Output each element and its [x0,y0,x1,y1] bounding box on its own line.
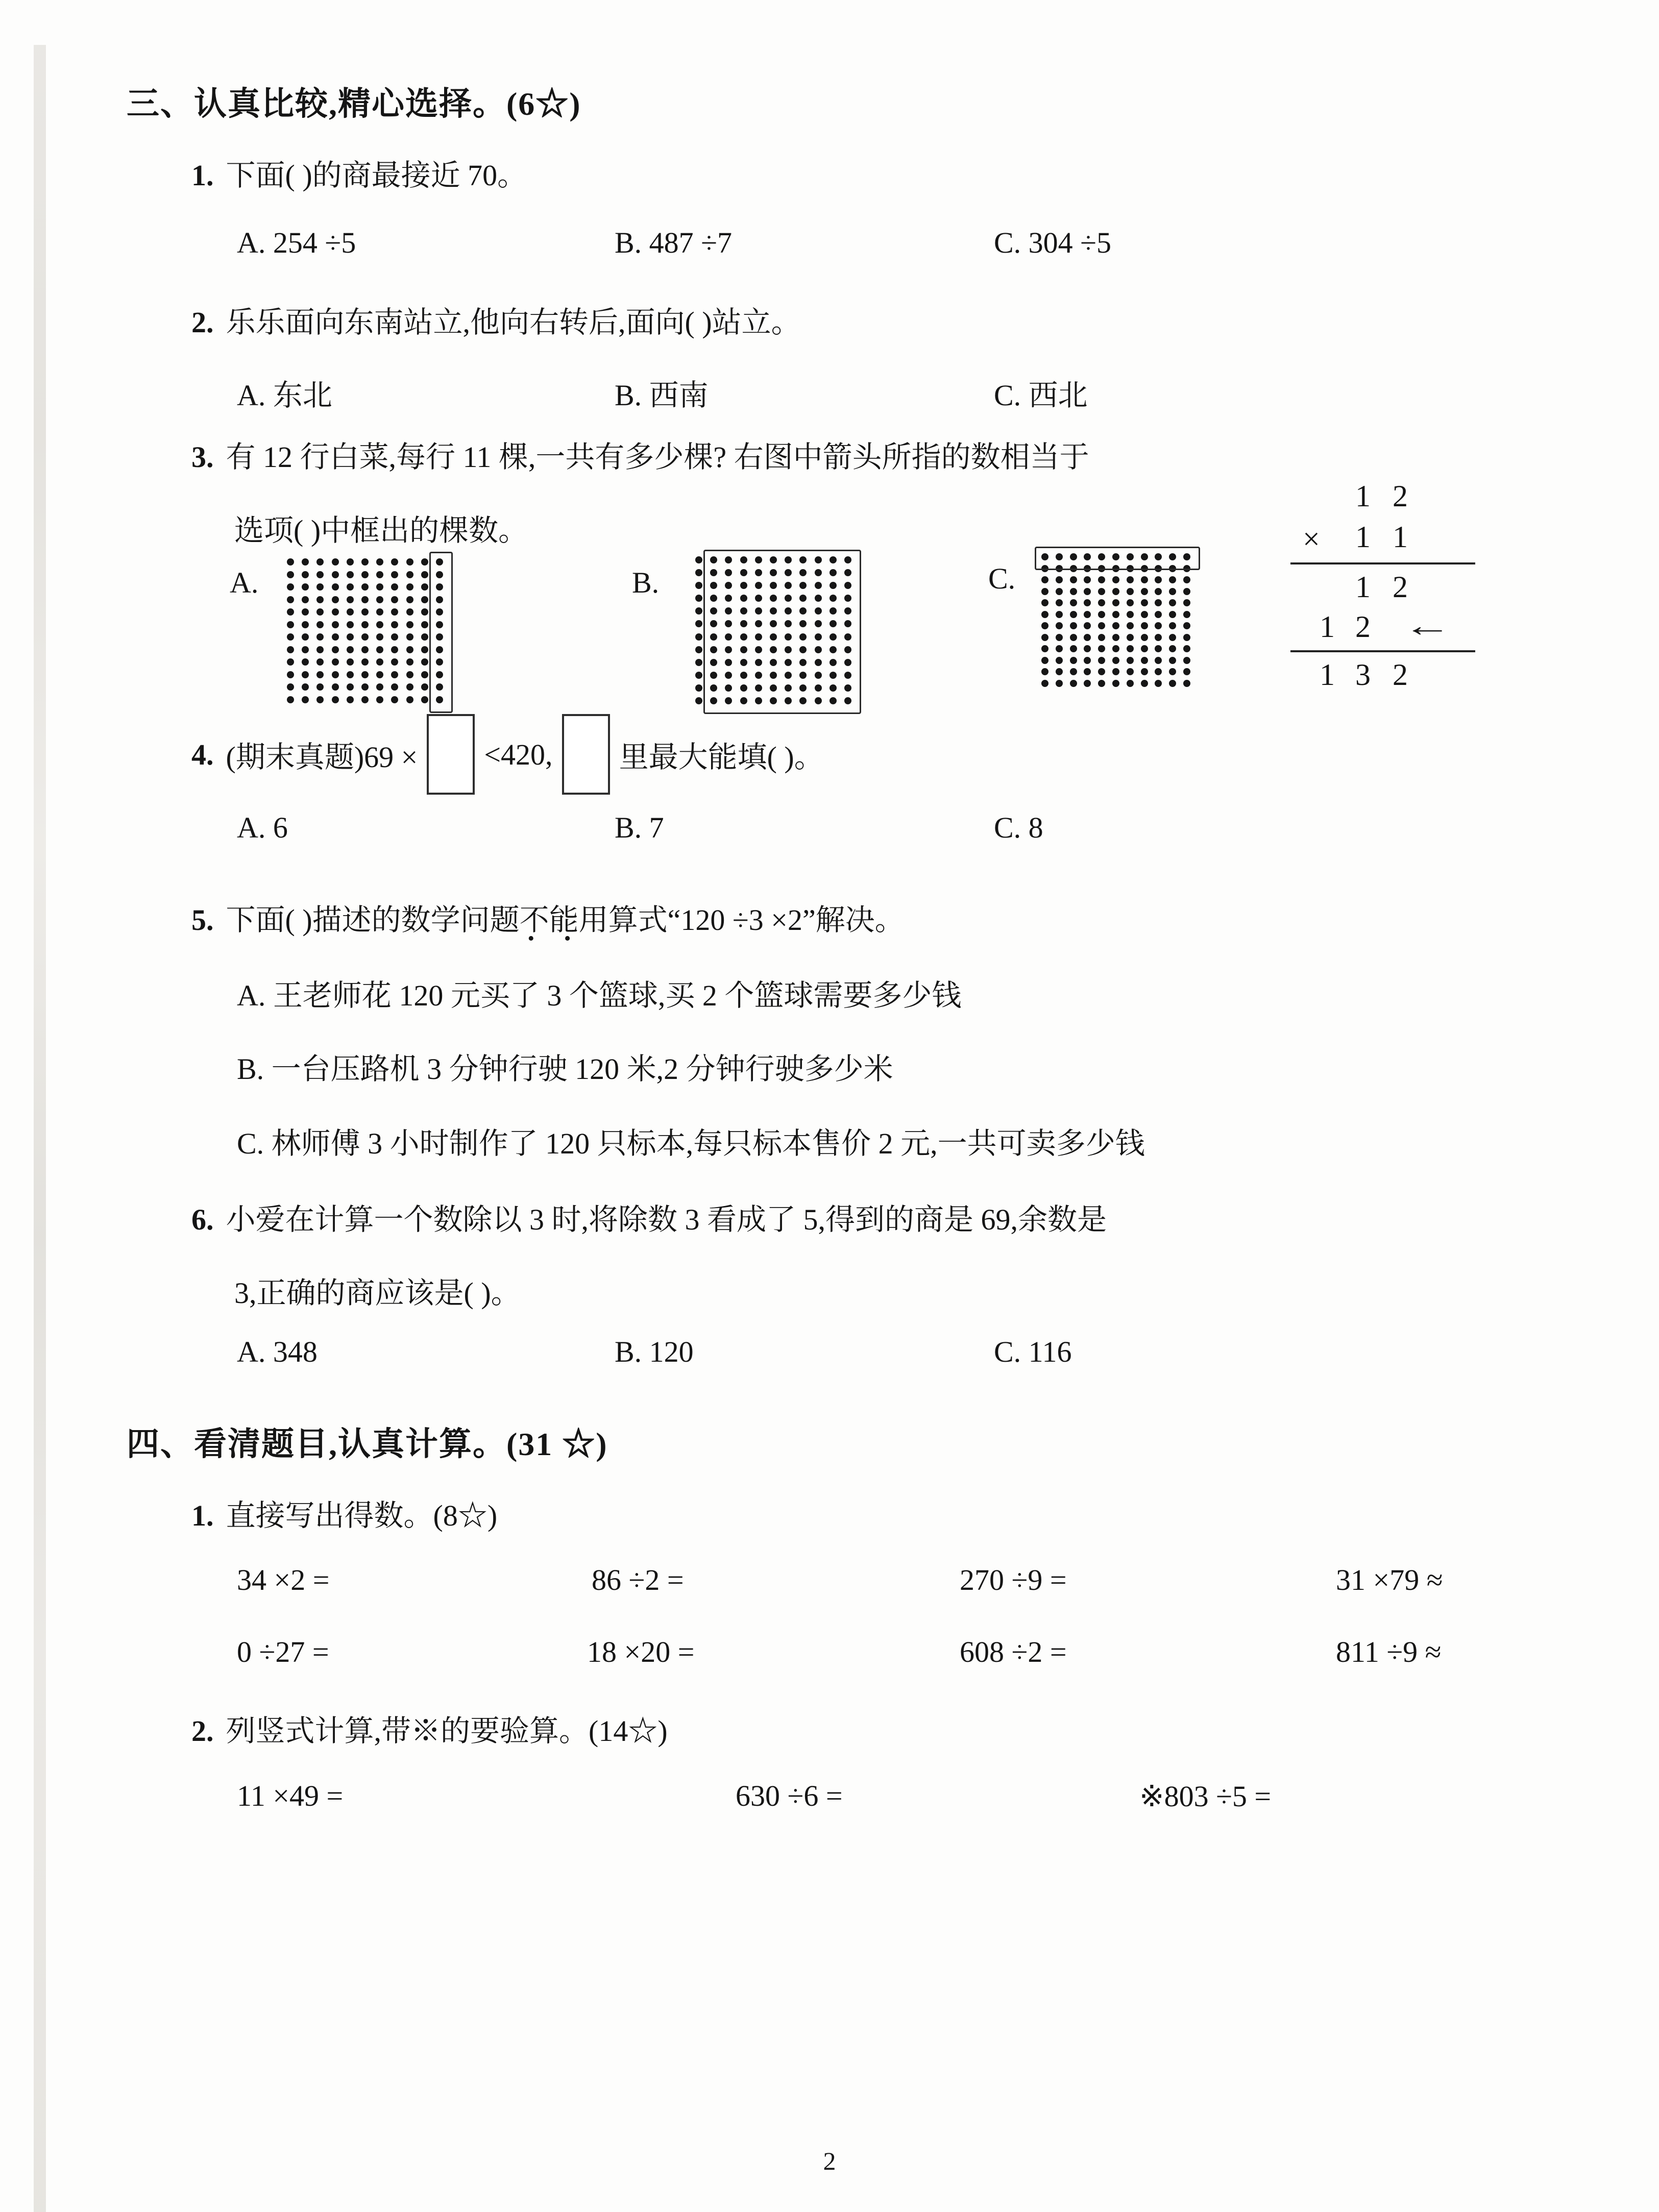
q1-option-a: A. 254 ÷5 [237,226,356,259]
mult-factor-units: 1 [1393,520,1408,554]
section4-question-1 [191,1491,497,1534]
mult-partial2-hundreds: 1 [1320,610,1335,644]
calc-1-3: 270 ÷9 = [960,1563,1067,1596]
calc-3-3: ※803 ÷5 = [1139,1780,1272,1813]
q1-option-b: B. 487 ÷7 [615,226,733,259]
mult-rule-2 [1290,650,1475,652]
calc-2-4: 811 ÷9 ≈ [1336,1635,1442,1668]
section-3-title: 三、认真比较,精心选择。(6☆) [127,86,581,122]
section4-question-2 [191,1707,668,1750]
section-4-title: 四、看清题目,认真计算。(31 ☆) [127,1426,608,1462]
q2-option-b: B. 西南 [615,379,709,412]
question-3-text-line1: 有 12 行白菜,每行 11 棵,一共有多少棵? 右图中箭头所指的数相当于 [226,440,1089,474]
question-5-number: 5. [191,903,214,937]
q5-option-a: A. 王老师花 120 元买了 3 个篮球,买 2 个篮球需要多少钱 [237,979,962,1012]
mult-partial2-tens: 2 [1355,610,1371,644]
question-4-pre: (期末真题)69 × [226,741,418,774]
question-2 [191,298,801,341]
q4-option-c: C. 8 [994,811,1043,844]
grid-a-label: A. [230,566,259,599]
mult-product-tens: 3 [1355,658,1371,692]
calc-3-1: 11 ×49 = [237,1779,344,1812]
scan-edge-artifact [34,45,46,2212]
question-4-number: 4. [191,738,214,771]
grid-c-label: C. [988,562,1016,595]
grid-frame [429,552,453,713]
q4-option-a: A. 6 [237,811,288,844]
emphasis-dots: •• [527,928,601,949]
q2-option-a: A. 东北 [237,379,332,412]
question-5-text-after: 用算式“120 ÷3 ×2”解决。 [578,903,905,937]
mult-top-tens: 1 [1355,479,1371,513]
s4-q2-number: 2. [191,1714,214,1748]
arrow-icon: ← [1403,609,1452,643]
mult-partial1-units: 2 [1393,570,1408,604]
question-3-line1 [191,433,1089,476]
q5-option-b: B. 一台压路机 3 分钟行驶 120 米,2 分钟行驶多少米 [237,1052,893,1086]
calc-1-4: 31 ×79 ≈ [1336,1563,1443,1596]
calc-2-1: 0 ÷27 = [237,1635,329,1668]
emphasized-text [519,896,601,949]
mult-partial1-tens: 1 [1355,570,1371,604]
s4-q2-text: 列竖式计算,带※的要验算。(14☆) [226,1714,668,1748]
q6-option-b: B. 120 [615,1335,694,1368]
calc-3-2: 630 ÷6 = [736,1779,843,1812]
question-3-line2: 选项( )中框出的棵数。 [234,514,528,547]
q6-option-a: A. 348 [237,1335,318,1368]
calc-2-3: 608 ÷2 = [960,1635,1067,1668]
question-4-post: 里最大能填( )。 [619,741,824,774]
calc-1-1: 34 ×2 = [237,1563,330,1596]
question-6-line2: 3,正确的商应该是( )。 [234,1276,521,1310]
grid-frame [703,550,861,714]
question-2-text: 乐乐面向东南站立,他向右转后,面向( )站立。 [226,306,801,339]
q6-option-c: C. 116 [994,1335,1072,1368]
page-number: 2 [823,2147,836,2175]
s4-q1-number: 1. [191,1499,214,1532]
s4-q1-text: 直接写出得数。(8☆) [226,1499,498,1532]
q5-option-c: C. 林师傅 3 小时制作了 120 只标本,每只标本售价 2 元,一共可卖多少钱 [237,1127,1145,1160]
emphasized-word: 不能 [519,903,579,937]
mult-factor-tens: 1 [1355,520,1371,554]
grid-b-label: B. [632,566,660,599]
vertical-multiplication [1276,479,1491,693]
question-1 [191,151,527,194]
grid-frame [1035,547,1200,570]
dot-grid-b [695,556,851,704]
q4-option-b: B. 7 [615,811,664,844]
question-6-number: 6. [191,1203,214,1236]
calc-2-2: 18 ×20 = [587,1635,695,1668]
dot-grid-a [287,558,443,703]
q2-option-c: C. 西北 [994,379,1088,412]
mult-rule-1 [1290,562,1475,564]
question-5-text-before: 下面( )描述的数学问题 [226,903,520,937]
question-1-number: 1. [191,159,214,192]
question-4-mid: <420, [484,738,553,771]
question-4 [191,714,824,795]
blank-box-1 [427,714,475,795]
mult-product-units: 2 [1393,658,1408,692]
multiply-sign: × [1303,522,1320,556]
mult-top-units: 2 [1393,479,1408,513]
question-2-number: 2. [191,306,214,339]
question-6-line1 [191,1195,1107,1238]
q1-option-c: C. 304 ÷5 [994,226,1112,259]
dot-grid-c [1041,553,1190,687]
question-3-number: 3. [191,440,214,474]
mult-product-hundreds: 1 [1320,658,1335,692]
question-6-text-line1: 小爱在计算一个数除以 3 时,将除数 3 看成了 5,得到的商是 69,余数是 [226,1203,1107,1236]
blank-box-2 [562,714,610,795]
question-5 [191,896,905,949]
question-1-text: 下面( )的商最接近 70。 [226,159,527,192]
calc-1-2: 86 ÷2 = [592,1563,684,1596]
